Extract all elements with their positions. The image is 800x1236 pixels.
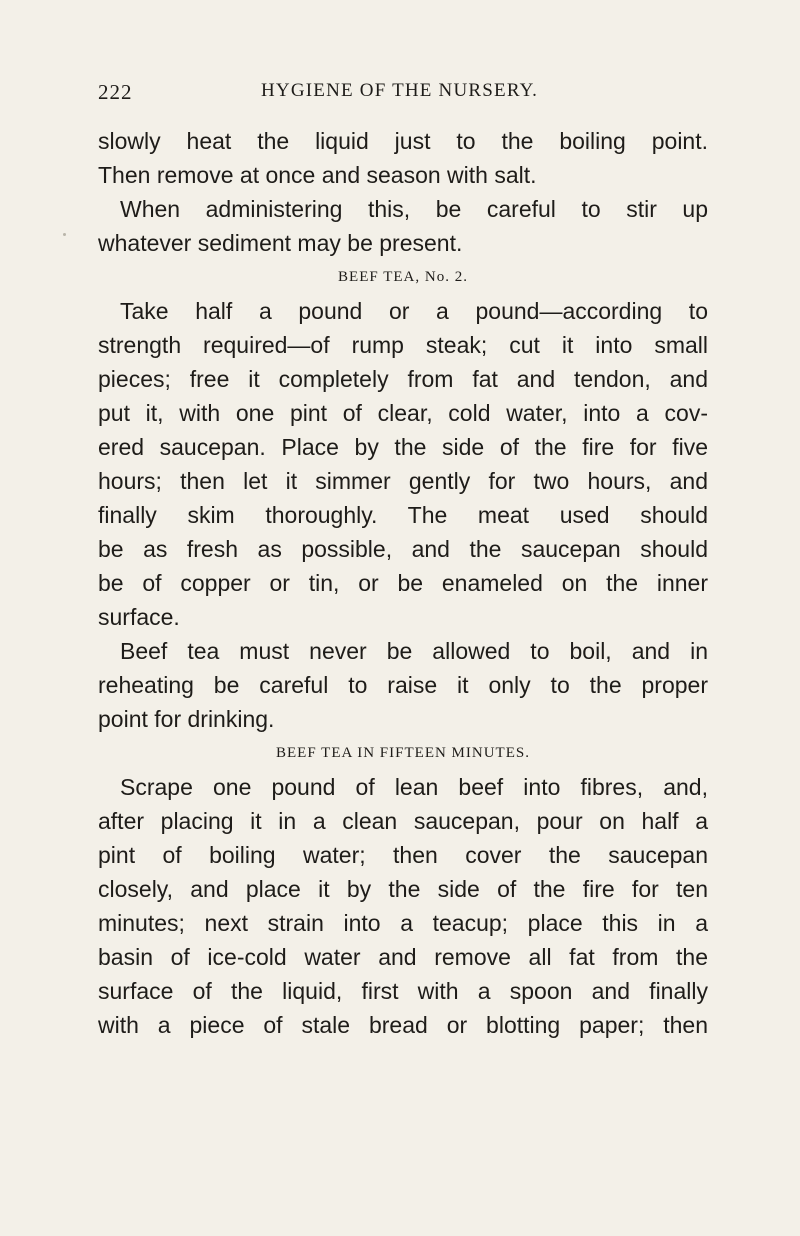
text-line: pieces; free it completely from fat and tendon, and — [98, 366, 708, 392]
text-line: ered saucepan. Place by the side of the fire for five — [98, 434, 708, 460]
text-line: after placing it in a clean saucepan, pour on half a — [98, 808, 708, 834]
text-line: basin of ice-cold water and remove all fat from the — [98, 944, 708, 970]
text-line: When administering this, be careful to stir up — [120, 196, 708, 222]
text-line: be of copper or tin, or be enameled on the inner — [98, 570, 708, 596]
text-line: surface. — [98, 604, 180, 630]
text-line: whatever sediment may be present. — [98, 230, 463, 256]
text-line: Then remove at once and season with salt. — [98, 162, 537, 188]
text-line: finally skim thoroughly. The meat used should — [98, 502, 708, 528]
text-line: Take half a pound or a pound—according to — [120, 298, 708, 324]
text-line: Beef tea must never be allowed to boil, and in — [120, 638, 708, 664]
text-line: surface of the liquid, first with a spoon and finally — [98, 978, 708, 1004]
text-line: pint of boiling water; then cover the saucepan — [98, 842, 708, 868]
text-line: slowly heat the liquid just to the boiling point. — [98, 128, 708, 154]
text-line: hours; then let it simmer gently for two hours, and — [98, 468, 708, 494]
intro-paragraph — [98, 124, 708, 260]
text-line: put it, with one pint of clear, cold water, into a cov- — [98, 400, 708, 426]
page-number: 222 — [98, 80, 133, 104]
recipe-1-paragraph — [98, 294, 708, 634]
running-title: HYGIENE OF THE NURSERY. — [261, 80, 539, 101]
recipe-2-paragraph — [98, 770, 708, 1042]
text-line: with a piece of stale bread or blotting paper; then — [98, 1012, 708, 1038]
text-line: be as fresh as possible, and the saucepan should — [98, 536, 708, 562]
running-head — [98, 80, 708, 110]
section-heading-beef-tea-fifteen-minutes: BEEF TEA IN FIFTEEN MINUTES. — [276, 745, 530, 761]
text-line: closely, and place it by the side of the fire for ten — [98, 876, 708, 902]
text-line: Scrape one pound of lean beef into fibres, and, — [120, 774, 708, 800]
body-text — [98, 124, 708, 1042]
margin-speck — [63, 233, 66, 236]
recipe-1-note-paragraph — [98, 634, 708, 736]
text-line: point for drinking. — [98, 706, 275, 732]
text-line: strength required—of rump steak; cut it into small — [98, 332, 708, 358]
section-heading-beef-tea-2: BEEF TEA, No. 2. — [338, 269, 468, 285]
text-line: minutes; next strain into a teacup; place this in a — [98, 910, 708, 936]
text-line: reheating be careful to raise it only to the proper — [98, 672, 708, 698]
